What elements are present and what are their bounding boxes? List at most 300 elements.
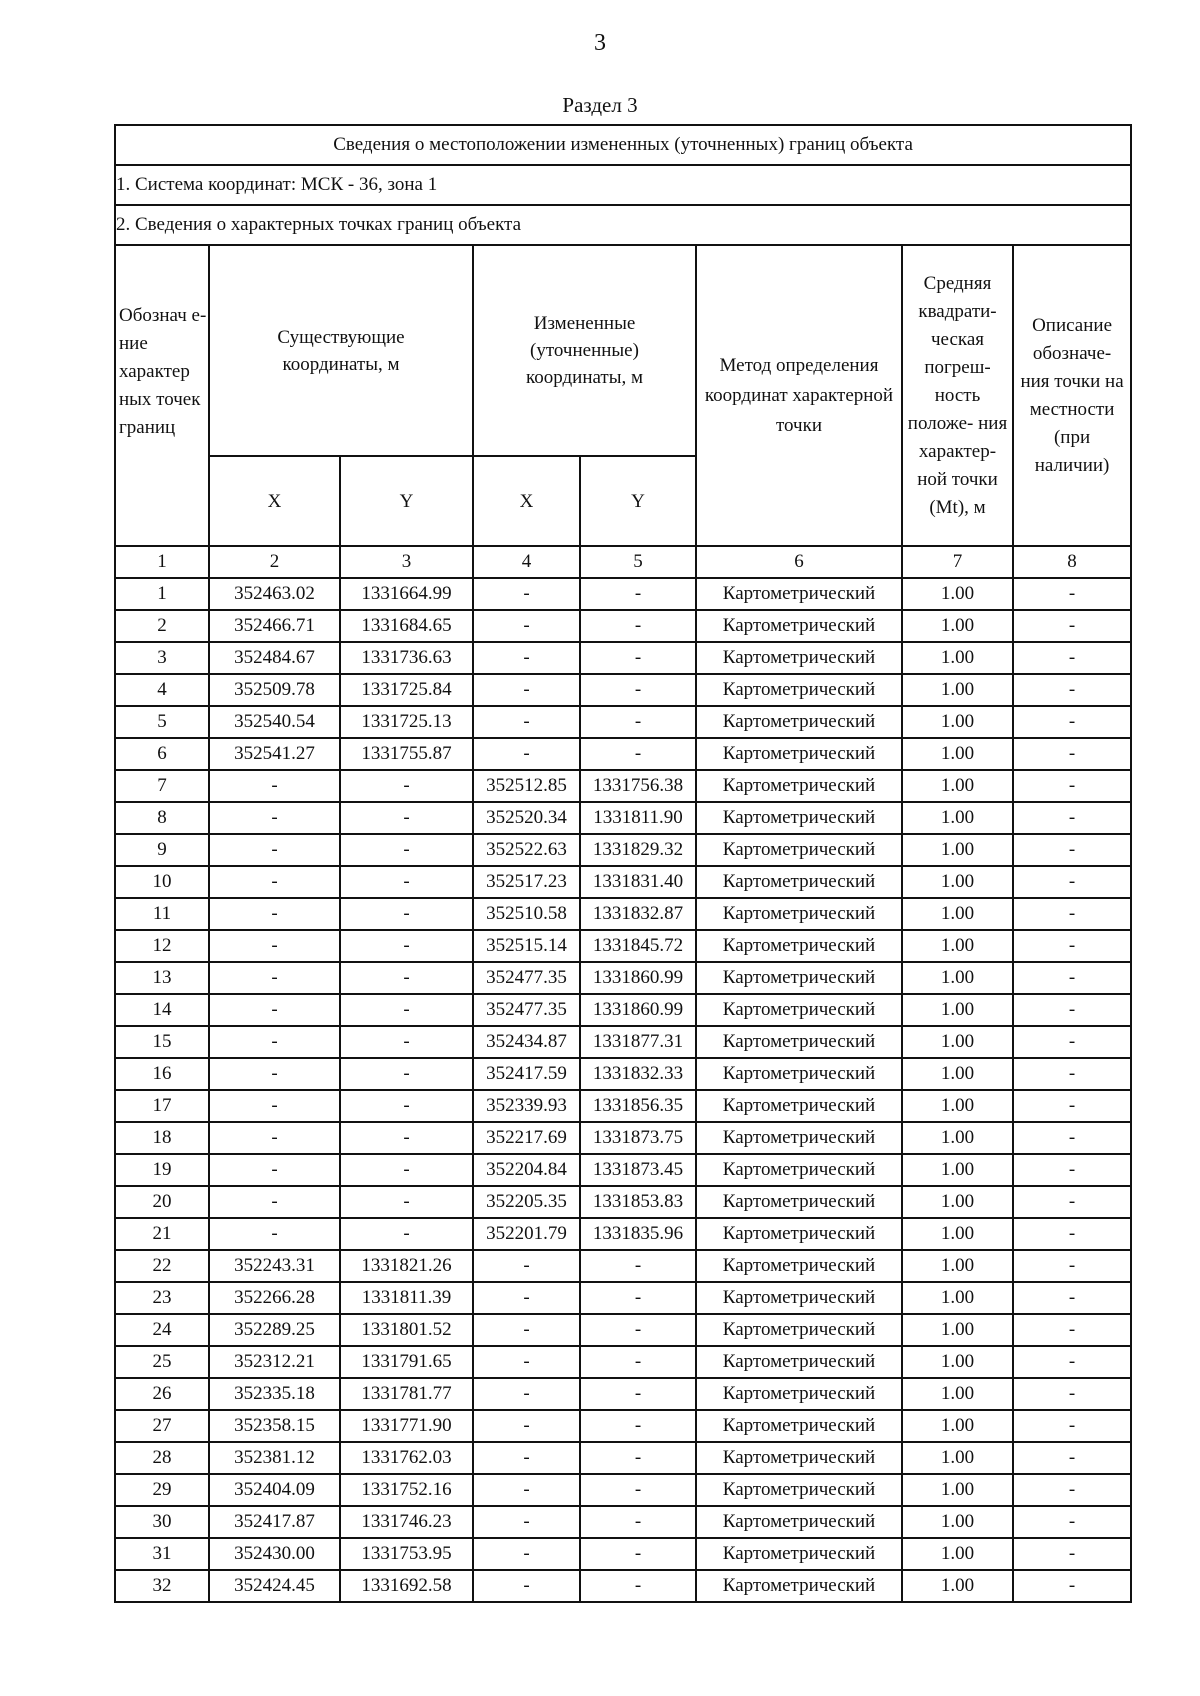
changed-x-cell: - xyxy=(473,1282,580,1314)
changed-y-cell: 1331811.90 xyxy=(580,802,696,834)
point-number-cell: 10 xyxy=(115,866,209,898)
existing-y-cell: 1331811.39 xyxy=(340,1282,473,1314)
method-cell: Картометрический xyxy=(696,1090,902,1122)
mean-error-cell: 1.00 xyxy=(902,1058,1013,1090)
changed-x-cell: - xyxy=(473,1346,580,1378)
existing-y-cell: - xyxy=(340,1058,473,1090)
existing-x-cell: - xyxy=(209,962,340,994)
point-number-cell: 7 xyxy=(115,770,209,802)
changed-y-cell: - xyxy=(580,1538,696,1570)
method-cell: Картометрический xyxy=(696,1314,902,1346)
header-changed-y: Y xyxy=(580,456,696,546)
table-row xyxy=(115,1378,1131,1410)
point-number-cell: 14 xyxy=(115,994,209,1026)
table-row xyxy=(115,642,1131,674)
existing-y-cell: - xyxy=(340,1186,473,1218)
existing-x-cell: - xyxy=(209,994,340,1026)
table-row xyxy=(115,802,1131,834)
existing-x-cell: 352484.67 xyxy=(209,642,340,674)
changed-y-cell: 1331853.83 xyxy=(580,1186,696,1218)
column-number: 7 xyxy=(902,546,1013,578)
table-row xyxy=(115,1410,1131,1442)
header-mean-error: Средняя квадрати- ческая погреш- ность положе- ния характер- ной точки (Mt), м xyxy=(902,245,1013,546)
changed-y-cell: 1331832.33 xyxy=(580,1058,696,1090)
table-row xyxy=(115,770,1131,802)
mean-error-cell: 1.00 xyxy=(902,770,1013,802)
changed-x-cell: - xyxy=(473,1250,580,1282)
method-cell: Картометрический xyxy=(696,738,902,770)
changed-y-cell: 1331877.31 xyxy=(580,1026,696,1058)
existing-y-cell: - xyxy=(340,1122,473,1154)
existing-y-cell: - xyxy=(340,834,473,866)
table-row xyxy=(115,1538,1131,1570)
existing-x-cell: 352404.09 xyxy=(209,1474,340,1506)
table-body xyxy=(115,125,1131,1602)
method-cell: Картометрический xyxy=(696,706,902,738)
description-cell: - xyxy=(1013,1346,1131,1378)
existing-y-cell: 1331684.65 xyxy=(340,610,473,642)
changed-y-cell: - xyxy=(580,1378,696,1410)
changed-x-cell: - xyxy=(473,642,580,674)
table-row xyxy=(115,578,1131,610)
table-row xyxy=(115,1122,1131,1154)
existing-x-cell: - xyxy=(209,1122,340,1154)
table-row xyxy=(115,738,1131,770)
point-number-cell: 17 xyxy=(115,1090,209,1122)
changed-x-cell: 352517.23 xyxy=(473,866,580,898)
changed-y-cell: 1331860.99 xyxy=(580,994,696,1026)
existing-x-cell: 352540.54 xyxy=(209,706,340,738)
method-cell: Картометрический xyxy=(696,962,902,994)
method-cell: Картометрический xyxy=(696,866,902,898)
existing-x-cell: - xyxy=(209,930,340,962)
method-cell: Картометрический xyxy=(696,1378,902,1410)
table-row xyxy=(115,674,1131,706)
existing-x-cell: - xyxy=(209,1026,340,1058)
changed-x-cell: - xyxy=(473,1442,580,1474)
changed-x-cell: - xyxy=(473,1506,580,1538)
page-number: 3 xyxy=(594,30,606,56)
point-number-cell: 11 xyxy=(115,898,209,930)
method-cell: Картометрический xyxy=(696,1026,902,1058)
existing-y-cell: - xyxy=(340,1154,473,1186)
mean-error-cell: 1.00 xyxy=(902,1218,1013,1250)
point-number-cell: 24 xyxy=(115,1314,209,1346)
point-number-cell: 18 xyxy=(115,1122,209,1154)
changed-x-cell: 352339.93 xyxy=(473,1090,580,1122)
table-row xyxy=(115,962,1131,994)
existing-y-cell: 1331736.63 xyxy=(340,642,473,674)
method-cell: Картометрический xyxy=(696,1186,902,1218)
changed-x-cell: 352217.69 xyxy=(473,1122,580,1154)
point-number-cell: 12 xyxy=(115,930,209,962)
changed-y-cell: 1331829.32 xyxy=(580,834,696,866)
point-number-cell: 20 xyxy=(115,1186,209,1218)
existing-x-cell: 352541.27 xyxy=(209,738,340,770)
point-number-cell: 32 xyxy=(115,1570,209,1602)
method-cell: Картометрический xyxy=(696,1570,902,1602)
existing-x-cell: 352335.18 xyxy=(209,1378,340,1410)
changed-y-cell: 1331832.87 xyxy=(580,898,696,930)
existing-y-cell: 1331801.52 xyxy=(340,1314,473,1346)
existing-x-cell: - xyxy=(209,1218,340,1250)
method-cell: Картометрический xyxy=(696,1058,902,1090)
mean-error-cell: 1.00 xyxy=(902,1410,1013,1442)
header-existing-coords: Существующие координаты, м xyxy=(209,245,473,456)
table-row xyxy=(115,1474,1131,1506)
existing-x-cell: - xyxy=(209,1186,340,1218)
mean-error-cell: 1.00 xyxy=(902,1250,1013,1282)
mean-error-cell: 1.00 xyxy=(902,1090,1013,1122)
method-cell: Картометрический xyxy=(696,1282,902,1314)
existing-y-cell: - xyxy=(340,866,473,898)
existing-y-cell: 1331753.95 xyxy=(340,1538,473,1570)
point-number-cell: 4 xyxy=(115,674,209,706)
description-cell: - xyxy=(1013,770,1131,802)
table-row xyxy=(115,1154,1131,1186)
existing-y-cell: - xyxy=(340,962,473,994)
mean-error-cell: 1.00 xyxy=(902,1314,1013,1346)
changed-x-cell: 352477.35 xyxy=(473,962,580,994)
mean-error-cell: 1.00 xyxy=(902,962,1013,994)
description-cell: - xyxy=(1013,994,1131,1026)
method-cell: Картометрический xyxy=(696,1442,902,1474)
existing-x-cell: - xyxy=(209,834,340,866)
point-number-cell: 5 xyxy=(115,706,209,738)
existing-x-cell: 352463.02 xyxy=(209,578,340,610)
column-number: 1 xyxy=(115,546,209,578)
changed-y-cell: 1331860.99 xyxy=(580,962,696,994)
existing-x-cell: 352381.12 xyxy=(209,1442,340,1474)
existing-y-cell: - xyxy=(340,770,473,802)
point-number-cell: 29 xyxy=(115,1474,209,1506)
changed-y-cell: 1331873.75 xyxy=(580,1122,696,1154)
changed-x-cell: 352510.58 xyxy=(473,898,580,930)
method-cell: Картометрический xyxy=(696,1410,902,1442)
existing-x-cell: 352509.78 xyxy=(209,674,340,706)
changed-y-cell: - xyxy=(580,674,696,706)
header-point-designation: Обознач е-ние характер ных точек границ xyxy=(115,245,209,546)
column-number: 2 xyxy=(209,546,340,578)
changed-y-cell: - xyxy=(580,1506,696,1538)
changed-x-cell: 352477.35 xyxy=(473,994,580,1026)
existing-y-cell: - xyxy=(340,1218,473,1250)
method-cell: Картометрический xyxy=(696,674,902,706)
changed-y-cell: - xyxy=(580,1282,696,1314)
point-number-cell: 9 xyxy=(115,834,209,866)
mean-error-cell: 1.00 xyxy=(902,866,1013,898)
coord-system-row xyxy=(115,165,1131,205)
method-cell: Картометрический xyxy=(696,1122,902,1154)
existing-y-cell: - xyxy=(340,1026,473,1058)
changed-y-cell: 1331835.96 xyxy=(580,1218,696,1250)
existing-x-cell: 352266.28 xyxy=(209,1282,340,1314)
mean-error-cell: 1.00 xyxy=(902,802,1013,834)
mean-error-cell: 1.00 xyxy=(902,674,1013,706)
changed-x-cell: - xyxy=(473,1538,580,1570)
description-cell: - xyxy=(1013,866,1131,898)
point-number-cell: 8 xyxy=(115,802,209,834)
header-method: Метод определения координат характерной точки xyxy=(696,245,902,546)
changed-x-cell: 352434.87 xyxy=(473,1026,580,1058)
description-cell: - xyxy=(1013,962,1131,994)
existing-x-cell: - xyxy=(209,1058,340,1090)
mean-error-cell: 1.00 xyxy=(902,930,1013,962)
existing-y-cell: 1331746.23 xyxy=(340,1506,473,1538)
section-label: Раздел 3 xyxy=(562,93,638,117)
method-cell: Картометрический xyxy=(696,1538,902,1570)
point-number-cell: 15 xyxy=(115,1026,209,1058)
existing-x-cell: 352312.21 xyxy=(209,1346,340,1378)
existing-x-cell: - xyxy=(209,770,340,802)
changed-x-cell: 352201.79 xyxy=(473,1218,580,1250)
header-changed-coords: Измененные (уточненные) координаты, м xyxy=(473,245,696,456)
existing-y-cell: 1331755.87 xyxy=(340,738,473,770)
mean-error-cell: 1.00 xyxy=(902,642,1013,674)
description-cell: - xyxy=(1013,1410,1131,1442)
mean-error-cell: 1.00 xyxy=(902,898,1013,930)
changed-y-cell: - xyxy=(580,610,696,642)
mean-error-cell: 1.00 xyxy=(902,1506,1013,1538)
description-cell: - xyxy=(1013,1122,1131,1154)
mean-error-cell: 1.00 xyxy=(902,1538,1013,1570)
method-cell: Картометрический xyxy=(696,578,902,610)
point-number-cell: 6 xyxy=(115,738,209,770)
existing-x-cell: - xyxy=(209,898,340,930)
point-number-cell: 28 xyxy=(115,1442,209,1474)
changed-x-cell: 352522.63 xyxy=(473,834,580,866)
table-title-row xyxy=(115,125,1131,165)
mean-error-cell: 1.00 xyxy=(902,834,1013,866)
mean-error-cell: 1.00 xyxy=(902,1570,1013,1602)
changed-x-cell: 352520.34 xyxy=(473,802,580,834)
method-cell: Картометрический xyxy=(696,994,902,1026)
point-number-cell: 16 xyxy=(115,1058,209,1090)
table-row xyxy=(115,610,1131,642)
method-cell: Картометрический xyxy=(696,770,902,802)
mean-error-cell: 1.00 xyxy=(902,578,1013,610)
point-number-cell: 30 xyxy=(115,1506,209,1538)
column-number: 4 xyxy=(473,546,580,578)
changed-y-cell: 1331756.38 xyxy=(580,770,696,802)
changed-x-cell: - xyxy=(473,738,580,770)
description-cell: - xyxy=(1013,1506,1131,1538)
description-cell: - xyxy=(1013,1250,1131,1282)
mean-error-cell: 1.00 xyxy=(902,1154,1013,1186)
point-number-cell: 22 xyxy=(115,1250,209,1282)
coord-system: 1. Система координат: МСК - 36, зона 1 xyxy=(115,165,1131,205)
description-cell: - xyxy=(1013,1282,1131,1314)
description-cell: - xyxy=(1013,834,1131,866)
existing-y-cell: 1331821.26 xyxy=(340,1250,473,1282)
existing-x-cell: 352466.71 xyxy=(209,610,340,642)
changed-y-cell: - xyxy=(580,1314,696,1346)
table-title: Сведения о местоположении измененных (уточненных) границ объекта xyxy=(115,125,1131,165)
header-existing-y: Y xyxy=(340,456,473,546)
method-cell: Картометрический xyxy=(696,1506,902,1538)
existing-y-cell: - xyxy=(340,930,473,962)
point-number-cell: 19 xyxy=(115,1154,209,1186)
changed-y-cell: - xyxy=(580,706,696,738)
method-cell: Картометрический xyxy=(696,1218,902,1250)
mean-error-cell: 1.00 xyxy=(902,706,1013,738)
changed-x-cell: - xyxy=(473,1570,580,1602)
mean-error-cell: 1.00 xyxy=(902,1442,1013,1474)
changed-y-cell: 1331873.45 xyxy=(580,1154,696,1186)
method-cell: Картометрический xyxy=(696,1474,902,1506)
table-row xyxy=(115,1506,1131,1538)
mean-error-cell: 1.00 xyxy=(902,1474,1013,1506)
point-number-cell: 27 xyxy=(115,1410,209,1442)
mean-error-cell: 1.00 xyxy=(902,1186,1013,1218)
existing-y-cell: - xyxy=(340,802,473,834)
changed-y-cell: - xyxy=(580,578,696,610)
point-number-cell: 21 xyxy=(115,1218,209,1250)
method-cell: Картометрический xyxy=(696,642,902,674)
table-row xyxy=(115,1218,1131,1250)
existing-x-cell: 352289.25 xyxy=(209,1314,340,1346)
mean-error-cell: 1.00 xyxy=(902,1122,1013,1154)
description-cell: - xyxy=(1013,1474,1131,1506)
mean-error-cell: 1.00 xyxy=(902,1282,1013,1314)
method-cell: Картометрический xyxy=(696,1250,902,1282)
table-row xyxy=(115,1570,1131,1602)
description-cell: - xyxy=(1013,1538,1131,1570)
existing-x-cell: - xyxy=(209,1090,340,1122)
header-description: Описание обозначе- ния точки на местности (при наличии) xyxy=(1013,245,1131,546)
changed-x-cell: - xyxy=(473,578,580,610)
table-row xyxy=(115,1346,1131,1378)
method-cell: Картометрический xyxy=(696,898,902,930)
changed-y-cell: - xyxy=(580,738,696,770)
description-cell: - xyxy=(1013,1442,1131,1474)
method-cell: Картометрический xyxy=(696,930,902,962)
description-cell: - xyxy=(1013,1314,1131,1346)
changed-y-cell: - xyxy=(580,1570,696,1602)
mean-error-cell: 1.00 xyxy=(902,1026,1013,1058)
existing-y-cell: - xyxy=(340,1090,473,1122)
existing-y-cell: - xyxy=(340,898,473,930)
changed-x-cell: 352417.59 xyxy=(473,1058,580,1090)
changed-y-cell: - xyxy=(580,1346,696,1378)
description-cell: - xyxy=(1013,1186,1131,1218)
method-cell: Картометрический xyxy=(696,834,902,866)
existing-x-cell: 352430.00 xyxy=(209,1538,340,1570)
mean-error-cell: 1.00 xyxy=(902,1378,1013,1410)
point-number-cell: 26 xyxy=(115,1378,209,1410)
changed-y-cell: - xyxy=(580,1250,696,1282)
existing-y-cell: 1331664.99 xyxy=(340,578,473,610)
header-existing-x: X xyxy=(209,456,340,546)
column-number: 3 xyxy=(340,546,473,578)
description-cell: - xyxy=(1013,802,1131,834)
changed-x-cell: - xyxy=(473,706,580,738)
table-row xyxy=(115,1282,1131,1314)
description-cell: - xyxy=(1013,738,1131,770)
table-row xyxy=(115,834,1131,866)
point-number-cell: 13 xyxy=(115,962,209,994)
column-numbers-row xyxy=(115,546,1131,578)
table-row xyxy=(115,866,1131,898)
description-cell: - xyxy=(1013,642,1131,674)
table-row xyxy=(115,1442,1131,1474)
points-info: 2. Сведения о характерных точках границ объекта xyxy=(115,205,1131,245)
table-row xyxy=(115,706,1131,738)
method-cell: Картометрический xyxy=(696,1346,902,1378)
table-row xyxy=(115,994,1131,1026)
method-cell: Картометрический xyxy=(696,1154,902,1186)
table-row xyxy=(115,1250,1131,1282)
existing-y-cell: 1331725.84 xyxy=(340,674,473,706)
table-row xyxy=(115,1186,1131,1218)
changed-x-cell: 352204.84 xyxy=(473,1154,580,1186)
table-row xyxy=(115,1090,1131,1122)
changed-y-cell: - xyxy=(580,1474,696,1506)
method-cell: Картометрический xyxy=(696,802,902,834)
changed-y-cell: 1331845.72 xyxy=(580,930,696,962)
description-cell: - xyxy=(1013,610,1131,642)
changed-x-cell: - xyxy=(473,1474,580,1506)
point-number-cell: 2 xyxy=(115,610,209,642)
method-cell: Картометрический xyxy=(696,610,902,642)
point-number-cell: 31 xyxy=(115,1538,209,1570)
description-cell: - xyxy=(1013,930,1131,962)
changed-x-cell: 352512.85 xyxy=(473,770,580,802)
existing-y-cell: 1331781.77 xyxy=(340,1378,473,1410)
table-row xyxy=(115,1314,1131,1346)
column-number: 5 xyxy=(580,546,696,578)
changed-x-cell: - xyxy=(473,1378,580,1410)
existing-y-cell: 1331762.03 xyxy=(340,1442,473,1474)
description-cell: - xyxy=(1013,1026,1131,1058)
changed-y-cell: - xyxy=(580,1442,696,1474)
existing-y-cell: 1331692.58 xyxy=(340,1570,473,1602)
description-cell: - xyxy=(1013,1154,1131,1186)
points-info-row xyxy=(115,205,1131,245)
changed-x-cell: - xyxy=(473,610,580,642)
existing-y-cell: 1331725.13 xyxy=(340,706,473,738)
changed-x-cell: - xyxy=(473,674,580,706)
description-cell: - xyxy=(1013,1058,1131,1090)
changed-x-cell: 352205.35 xyxy=(473,1186,580,1218)
changed-y-cell: - xyxy=(580,642,696,674)
existing-x-cell: 352417.87 xyxy=(209,1506,340,1538)
header-changed-x: X xyxy=(473,456,580,546)
boundary-points-table xyxy=(114,124,1132,1603)
existing-x-cell: - xyxy=(209,802,340,834)
existing-x-cell: 352243.31 xyxy=(209,1250,340,1282)
existing-y-cell: 1331791.65 xyxy=(340,1346,473,1378)
point-number-cell: 25 xyxy=(115,1346,209,1378)
existing-x-cell: - xyxy=(209,1154,340,1186)
mean-error-cell: 1.00 xyxy=(902,610,1013,642)
existing-y-cell: - xyxy=(340,994,473,1026)
table-row xyxy=(115,1026,1131,1058)
mean-error-cell: 1.00 xyxy=(902,1346,1013,1378)
existing-y-cell: 1331752.16 xyxy=(340,1474,473,1506)
changed-y-cell: 1331831.40 xyxy=(580,866,696,898)
description-cell: - xyxy=(1013,706,1131,738)
description-cell: - xyxy=(1013,1570,1131,1602)
existing-x-cell: 352358.15 xyxy=(209,1410,340,1442)
point-number-cell: 1 xyxy=(115,578,209,610)
changed-y-cell: - xyxy=(580,1410,696,1442)
existing-x-cell: 352424.45 xyxy=(209,1570,340,1602)
description-cell: - xyxy=(1013,1378,1131,1410)
point-number-cell: 23 xyxy=(115,1282,209,1314)
header-row-1 xyxy=(115,245,1131,456)
table-row xyxy=(115,1058,1131,1090)
